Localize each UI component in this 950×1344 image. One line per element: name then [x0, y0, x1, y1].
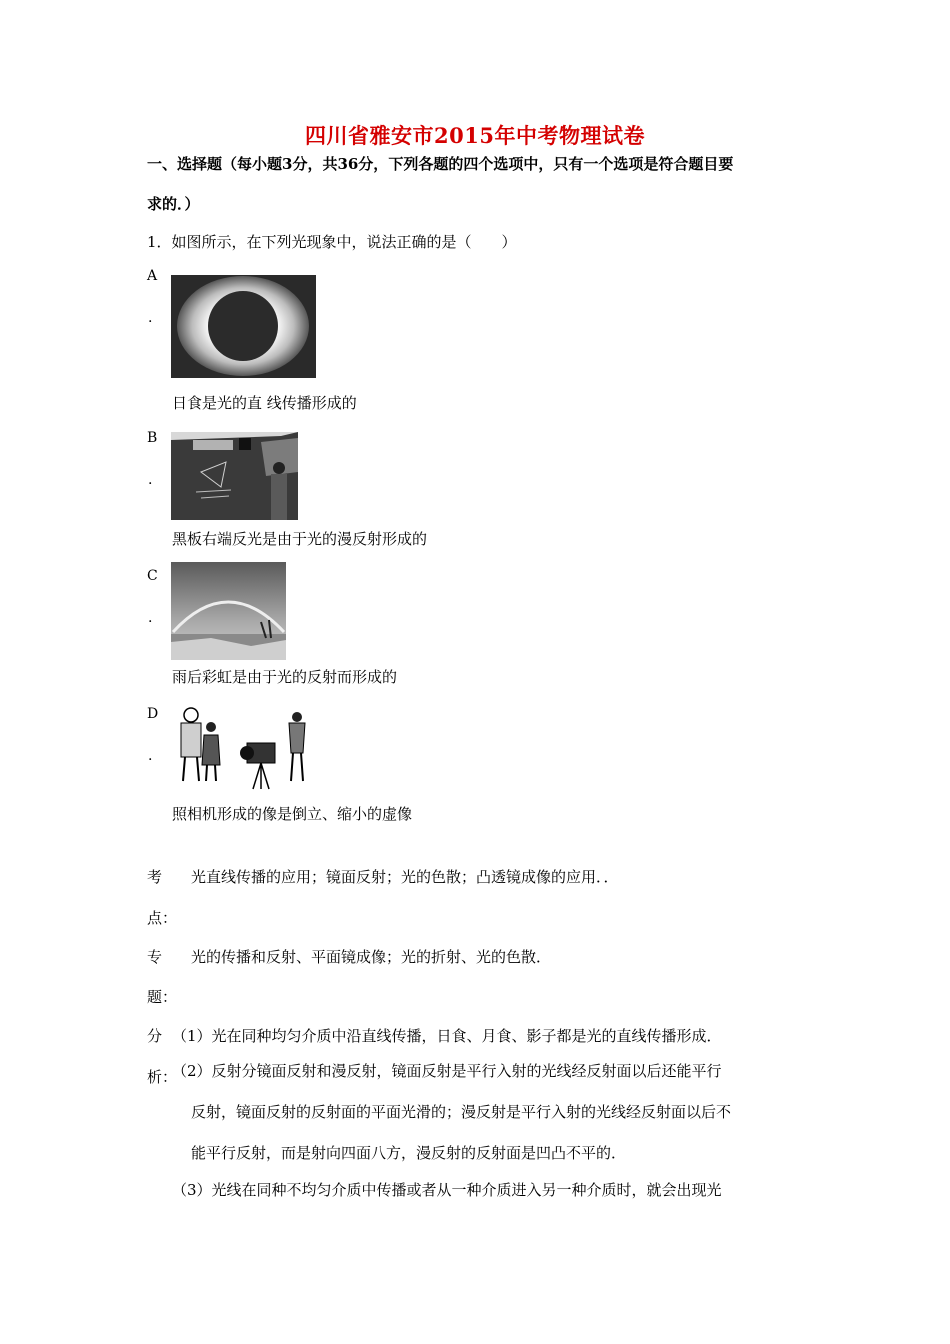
fenxi-line: 反射，镜面反射的反射面的平面光滑的；漫反射是平行入射的光线经反射面以后不 [191, 1103, 732, 1121]
option-b-letter: B [147, 430, 158, 446]
kaodian-label-2: 点： [147, 909, 178, 927]
zhuanti-label-1: 专 [147, 948, 163, 966]
fenxi-label-2: 析： [147, 1068, 178, 1086]
rainbow-beach-photo [171, 562, 286, 660]
camera-cartoon-drawing [171, 703, 321, 791]
option-b-text: 黑板右端反光是由于光的漫反射形成的 [172, 530, 428, 548]
option-c-text: 雨后彩虹是由于光的反射而形成的 [172, 668, 398, 686]
fenxi-line: （3）光线在同种不均匀介质中传播或者从一种介质进入另一种介质时，就会出现光 [172, 1181, 722, 1199]
kaodian-text: 光直线传播的应用；镜面反射；光的色散；凸透镜成像的应用．． [191, 868, 619, 886]
option-a-dot: . [148, 310, 153, 326]
option-c-letter: C [147, 568, 158, 584]
fenxi-line: （2）反射分镜面反射和漫反射，镜面反射是平行入射的光线经反射面以后还能平行 [172, 1062, 722, 1080]
zhuanti-text: 光的传播和反射、平面镜成像；光的折射、光的色散． [191, 948, 552, 966]
fenxi-line: 能平行反射，而是射向四面八方，漫反射的反射面是凹凸不平的． [191, 1144, 627, 1162]
question-stem: 1．如图所示，在下列光现象中，说法正确的是（ ） [147, 233, 517, 251]
section-heading-line2: 求的．） [147, 195, 200, 213]
page-title: 四川省雅安市2015年中考物理试卷 [305, 123, 645, 148]
option-c-dot: . [148, 610, 153, 626]
blackboard-classroom-photo [171, 432, 298, 520]
option-d-text: 照相机形成的像是倒立、缩小的虚像 [172, 805, 413, 823]
section-heading-line1: 一、选择题（每小题3分，共36分，下列各题的四个选项中，只有一个选项是符合题目要 [147, 155, 734, 173]
option-d-letter: D [147, 706, 159, 722]
option-a-text: 日食是光的直 线传播形成的 [172, 394, 357, 412]
fenxi-line: （1）光在同种均匀介质中沿直线传播，日食、月食、影子都是光的直线传播形成． [172, 1027, 722, 1045]
kaodian-label-1: 考 [147, 868, 163, 886]
option-b-dot: . [148, 472, 153, 488]
zhuanti-label-2: 题： [147, 988, 178, 1006]
solar-eclipse-photo [171, 275, 316, 378]
option-d-dot: . [148, 748, 153, 764]
fenxi-label-1: 分 [147, 1027, 163, 1045]
option-a-letter: A [147, 268, 158, 284]
